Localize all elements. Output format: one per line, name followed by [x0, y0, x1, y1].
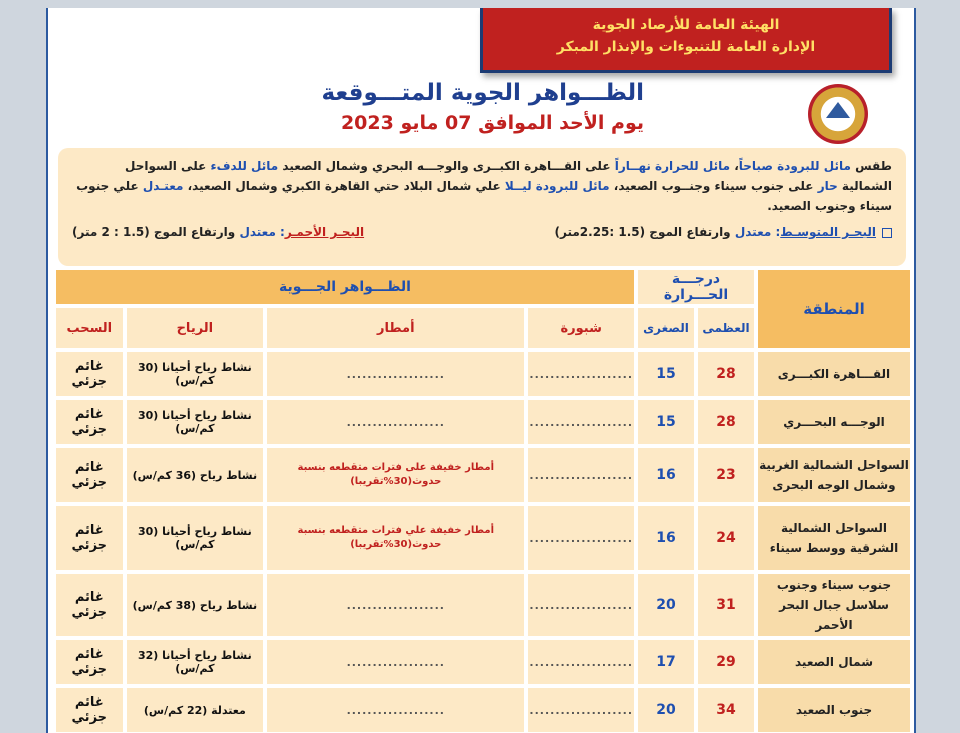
summary-part: على القـــاهرة الكبــرى والوجـــه البحري وشمال الصعيد [278, 159, 615, 173]
fog-cell: .................... [528, 506, 634, 570]
max-temp-cell: 29 [698, 640, 754, 684]
authority-header [480, 8, 892, 73]
summary-highlight: مائل للدفء [210, 159, 279, 173]
max-temp-cell: 31 [698, 574, 754, 636]
forecast-table [52, 266, 914, 733]
region-cell: السواحل الشمالية الغربية وشمال الوجه البحرى [758, 448, 910, 502]
region-cell: شمال الصعيد [758, 640, 910, 684]
cloud-cell: غائم جزئي [56, 352, 123, 396]
table-row [56, 448, 910, 502]
summary-part: طقس [850, 159, 892, 173]
summary-part: علي شمال البلاد حتي القاهرة الكبري وشمال الصعيد، [183, 179, 505, 193]
red-sea-label: البحـر الأحمـر [284, 225, 365, 239]
department-name: الإدارة العامة للتنبوءات والإنذار المبكر [556, 39, 816, 55]
fog-cell: .................... [528, 352, 634, 396]
cloud-cell: غائم جزئي [56, 506, 123, 570]
table-row [56, 640, 910, 684]
summary-part: علي جنوب سيناء وجنوب الصعيد. [76, 179, 892, 213]
fog-cell: .................... [528, 688, 634, 732]
header-temperature: درجـــة الحـــرارة [638, 270, 754, 304]
forecast-date: يوم الأحد الموافق 07 مايو 2023 [340, 112, 644, 134]
med-sea-state: : معتدل [734, 225, 781, 239]
wind-cell: نشاط رياح (36 كم/س) [127, 448, 264, 502]
sea-conditions [72, 222, 892, 242]
cloud-cell: غائم جزئي [56, 688, 123, 732]
fog-cell: .................... [528, 640, 634, 684]
max-temp-cell: 28 [698, 352, 754, 396]
max-temp-cell: 24 [698, 506, 754, 570]
header-max: العظمى [698, 308, 754, 348]
header-phenomena: الظـــواهر الجـــوية [56, 270, 634, 304]
summary-highlight: حار [817, 179, 838, 193]
summary-text [72, 156, 892, 216]
rain-cell: أمطار خفيفة علي فترات متقطعه بنسبة حدوث(30%تقريبا) [267, 506, 524, 570]
red-sea-state: : معتدل [239, 225, 285, 239]
wind-cell: نشاط رياح أحيانا (30 كم/س) [127, 400, 264, 444]
wind-cell: نشاط رياح أحيانا (30 كم/س) [127, 506, 264, 570]
bullet-icon [882, 228, 892, 238]
rain-cell: ................... [267, 640, 524, 684]
authority-name: الهيئة العامة للأرصاد الجوية [592, 17, 780, 33]
page-title: الظـــواهر الجوية المتـــوقعة [321, 80, 644, 106]
min-temp-cell: 20 [638, 574, 694, 636]
min-temp-cell: 20 [638, 688, 694, 732]
rain-cell: ................... [267, 352, 524, 396]
cloud-cell: غائم جزئي [56, 640, 123, 684]
cloud-cell: غائم جزئي [56, 448, 123, 502]
table-row [56, 574, 910, 636]
header-cloud: السحب [56, 308, 123, 348]
red-sea [72, 222, 364, 242]
table-row [56, 688, 910, 732]
authority-logo-icon [808, 84, 868, 144]
med-sea-label: البحـر المتوسـط [780, 225, 876, 239]
fog-cell: .................... [528, 574, 634, 636]
max-temp-cell: 34 [698, 688, 754, 732]
table-row [56, 400, 910, 444]
summary-highlight: مائل للبرودة صباحاً [738, 159, 851, 173]
header-fog: شبورة [528, 308, 634, 348]
cloud-cell: غائم جزئي [56, 400, 123, 444]
min-temp-cell: 15 [638, 352, 694, 396]
fog-cell: .................... [528, 400, 634, 444]
min-temp-cell: 17 [638, 640, 694, 684]
region-cell: جنوب الصعيد [758, 688, 910, 732]
wind-cell: معتدلة (22 كم/س) [127, 688, 264, 732]
wind-cell: نشاط رياح أحيانا (30 كم/س) [127, 352, 264, 396]
region-cell: جنوب سيناء وجنوب سلاسل جبال البحر الأحمر [758, 574, 910, 636]
table-row [56, 506, 910, 570]
min-temp-cell: 16 [638, 448, 694, 502]
red-sea-wave: وارتفاع الموج (1.5 : 2 متر) [72, 225, 240, 239]
header-region: المنطقة [758, 270, 910, 348]
cloud-cell: غائم جزئي [56, 574, 123, 636]
summary-highlight: مائل للحرارة نهــاراً [614, 159, 731, 173]
header-wind: الرياح [127, 308, 264, 348]
table-row [56, 352, 910, 396]
rain-cell: ................... [267, 400, 524, 444]
region-cell: القـــاهرة الكبـــرى [758, 352, 910, 396]
header-rain: أمطار [267, 308, 524, 348]
mediterranean-sea [555, 222, 893, 242]
header-min: الصغرى [638, 308, 694, 348]
summary-part: ، [730, 159, 739, 173]
summary-highlight: معتـدل [142, 179, 184, 193]
region-cell: الوجـــه البحـــري [758, 400, 910, 444]
rain-cell: أمطار خفيفة على فترات متقطعه بنسبة حدوث(30%تقريبا) [267, 448, 524, 502]
max-temp-cell: 28 [698, 400, 754, 444]
summary-box [58, 148, 906, 266]
summary-highlight: مائل للبرودة ليــلا [504, 179, 610, 193]
summary-part: على جنوب سيناء وجنــوب الصعيد، [609, 179, 818, 193]
max-temp-cell: 23 [698, 448, 754, 502]
med-sea-wave: وارتفاع الموج (1.5 :2.25متر) [554, 225, 735, 239]
fog-cell: .................... [528, 448, 634, 502]
min-temp-cell: 15 [638, 400, 694, 444]
wind-cell: نشاط رياح أحيانا (32 كم/س) [127, 640, 264, 684]
wind-cell: نشاط رياح (38 كم/س) [127, 574, 264, 636]
rain-cell: ................... [267, 688, 524, 732]
min-temp-cell: 16 [638, 506, 694, 570]
rain-cell: ................... [267, 574, 524, 636]
summary-part: على السواحل الشمالية [125, 159, 892, 193]
region-cell: السواحل الشمالية الشرقية ووسط سيناء [758, 506, 910, 570]
forecast-page [46, 8, 916, 733]
